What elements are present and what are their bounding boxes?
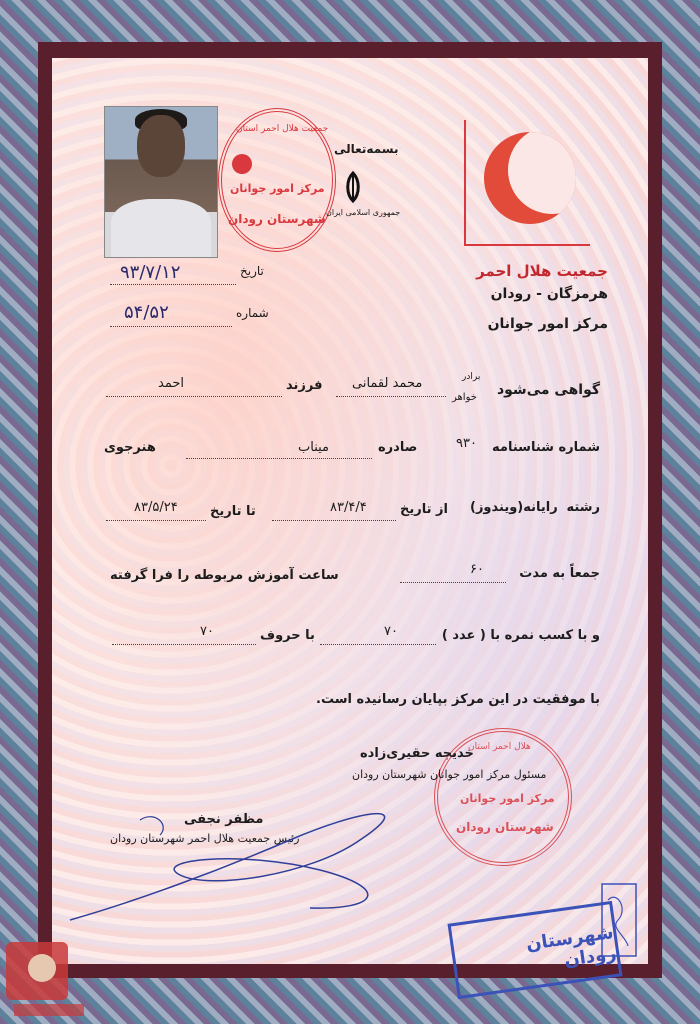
- number-value: ۵۴/۵۲: [124, 302, 169, 323]
- field-value: رایانه(ویندوز): [470, 500, 558, 515]
- watermark-logo-icon: [2, 938, 94, 1022]
- org-name: جمعیت هلال احمر: [476, 262, 608, 280]
- to-date-label: تا تاریخ: [210, 504, 256, 519]
- date-label: تاریخ: [240, 264, 264, 278]
- sister-label: خواهر: [452, 392, 477, 403]
- to-date-value: ۸۳/۵/۲۴: [134, 500, 178, 515]
- blue-seal-icon: [598, 880, 640, 960]
- blue-rect-stamp: شهرستان رودان: [448, 901, 623, 999]
- province-name: هرمزگان - رودان: [490, 286, 608, 302]
- official-title: مسئول مرکز امور جوانان شهرستان رودان: [352, 768, 547, 781]
- hours-value: ۶۰: [470, 562, 484, 577]
- from-date-label: از تاریخ: [400, 502, 448, 517]
- center-name: مرکز امور جوانان: [487, 316, 608, 332]
- grade-number: ۷۰: [384, 624, 398, 639]
- crescent-icon: [232, 154, 252, 174]
- head-name: مظفر نجفی: [184, 812, 264, 827]
- from-date-value: ۸۳/۴/۴: [330, 500, 367, 515]
- id-value: ۹۳۰: [456, 436, 477, 451]
- child-of-label: فرزند: [286, 378, 323, 393]
- red-circle-stamp-top: جمعیت هلال احمر استان مرکز امور جوانان شهرستان رودان: [218, 108, 336, 252]
- official-name: خدیجه حقیری‌زاده: [360, 746, 474, 761]
- student-name: محمد لقمانی: [352, 376, 423, 391]
- role-label: هنرجوی: [104, 440, 156, 455]
- issued-label: صادره: [378, 440, 418, 455]
- certify-text: گواهی می‌شود: [496, 382, 600, 398]
- hours-text: ساعت آموزش مربوطه را فرا گرفته: [110, 568, 339, 583]
- grade-words-value: ۷۰: [200, 624, 214, 639]
- total-duration-label: جمعاً به مدت: [519, 566, 600, 581]
- issued-value: میناب: [298, 440, 330, 455]
- id-label: شماره شناسنامه: [492, 440, 600, 455]
- red-circle-stamp-bottom: هلال احمر استان مرکز امور جوانان شهرستان رودان: [434, 728, 572, 866]
- portrait-photo: [104, 106, 218, 258]
- bismillah: بسمه‌تعالی: [334, 142, 399, 156]
- field-label: رشته: [566, 500, 600, 515]
- gov-label: جمهوری اسلامی ایران: [326, 208, 401, 217]
- brother-label: برادر: [462, 372, 481, 382]
- iran-emblem-icon: [336, 170, 370, 204]
- number-label: شماره: [236, 306, 269, 320]
- head-title: رئیس جمعیت هلال احمر شهرستان رودان: [110, 832, 300, 845]
- grade-words-label: با حروف: [260, 628, 315, 643]
- date-value: ۹۳/۷/۱۲: [120, 262, 181, 283]
- father-name: احمد: [158, 376, 184, 391]
- red-crescent-icon: [484, 132, 576, 224]
- signature-scribble: [60, 780, 480, 940]
- completion-text: با موفقیت در این مرکز بپایان رسانیده است.: [316, 692, 600, 707]
- grade-label: و با کسب نمره با ( عدد ): [441, 628, 600, 643]
